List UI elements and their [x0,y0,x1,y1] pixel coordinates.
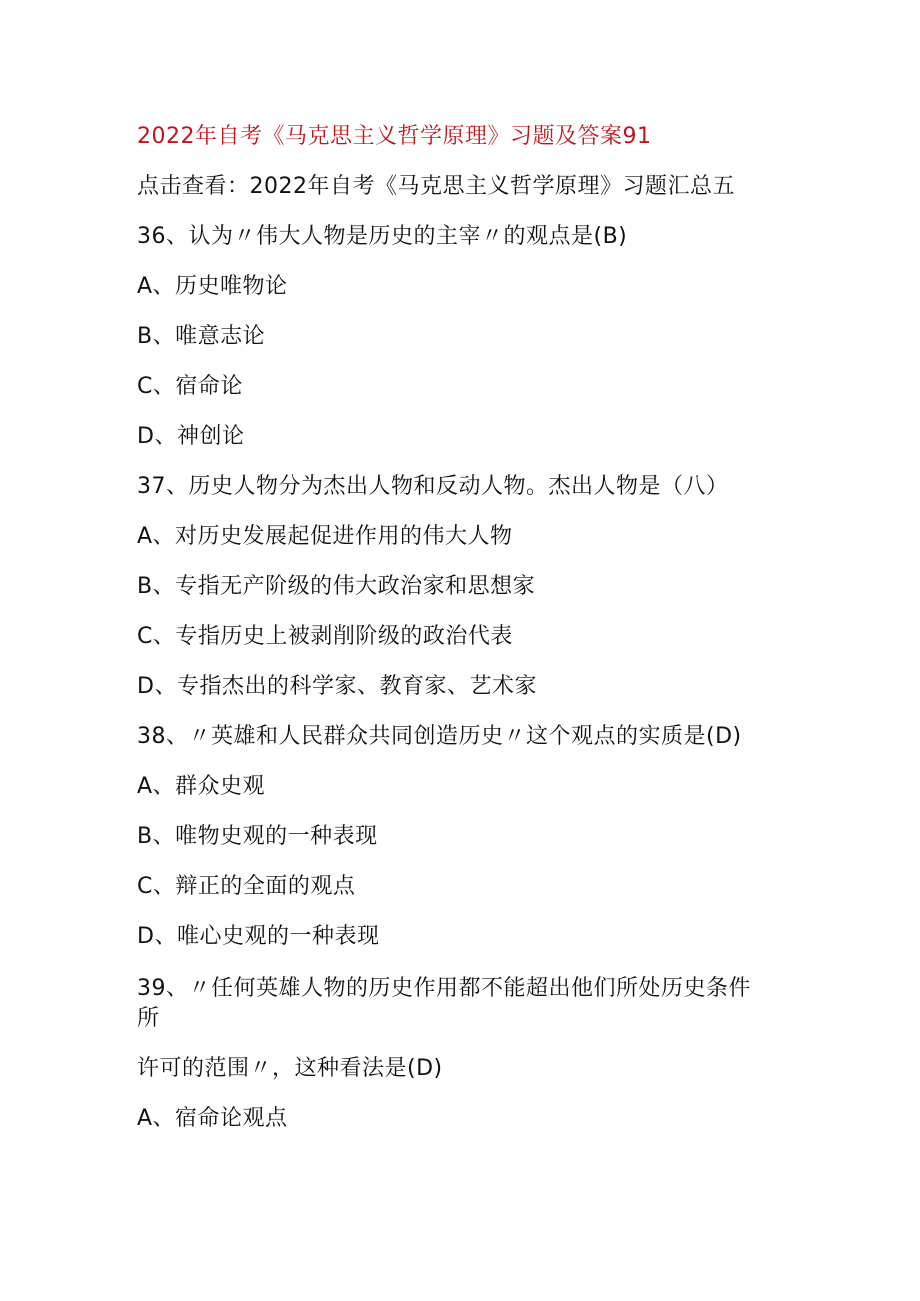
question-36-option-d: D、神创论 [137,424,245,449]
document-title: 2022年自考《马克思主义哲学原理》习题及答案91 [137,124,652,149]
question-36-option-a: A、历史唯物论 [137,274,288,299]
summary-link[interactable]: 点击查看：2022年自考《马克思主义哲学原理》习题汇总五 [137,174,735,199]
question-39-stem-line-1: 39、〃任何英雄人物的历史作用都不能超出他们所处历史条件 [137,976,751,1001]
question-37-stem: 37、历史人物分为杰出人物和反动人物。杰出人物是（八） [137,474,729,499]
question-38-stem: 38、〃英雄和人民群众共同创造历史〃这个观点的实质是(D) [137,724,742,749]
question-38-option-d: D、唯心史观的一种表现 [137,924,380,949]
question-38-option-c: C、辩正的全面的观点 [137,874,356,899]
question-36-stem: 36、认为〃伟大人物是历史的主宰〃的观点是(B) [137,224,628,249]
question-37-option-c: C、专指历史上被剥削阶级的政治代表 [137,624,513,649]
question-38-option-a: A、群众史观 [137,774,266,799]
question-39-stem-line-2: 所 [137,1006,160,1031]
question-37-option-b: B、专指无产阶级的伟大政治家和思想家 [137,574,536,599]
question-39-stem-line-3: 许可的范围〃，这种看法是(D) [137,1056,443,1081]
question-39-option-a: A、宿命论观点 [137,1106,288,1131]
question-38-option-b: B、唯物史观的一种表现 [137,824,378,849]
question-36-option-b: B、唯意志论 [137,324,266,349]
question-36-option-c: C、宿命论 [137,374,243,399]
question-37-option-d: D、专指杰出的科学家、教育家、艺术家 [137,674,537,699]
question-37-option-a: A、对历史发展起促进作用的伟大人物 [137,524,513,549]
